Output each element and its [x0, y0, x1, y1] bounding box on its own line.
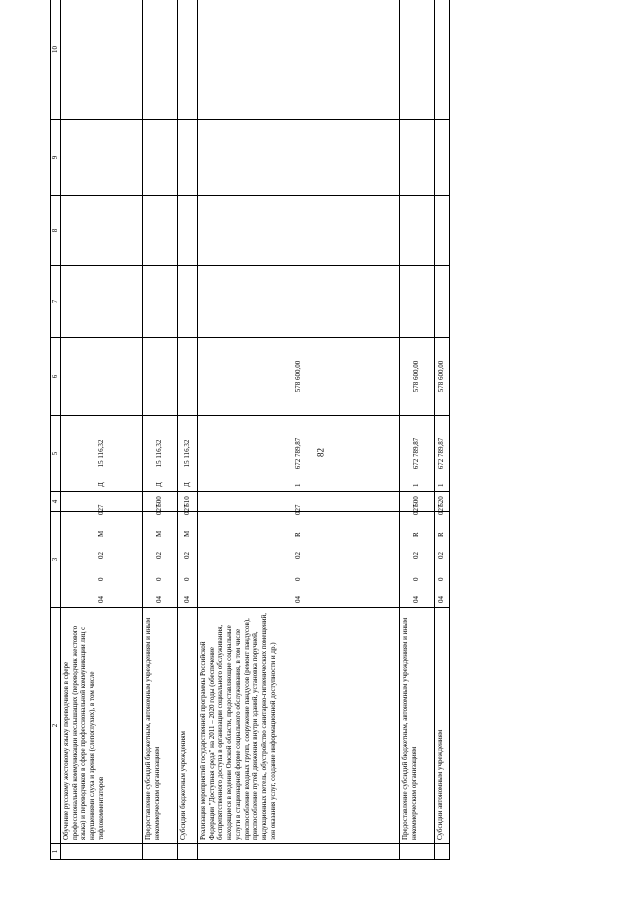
amount-cell: 578 600,00: [434, 338, 449, 416]
amount-cell: [142, 0, 177, 120]
code-part: M: [96, 530, 105, 537]
code-part: 02: [155, 552, 164, 559]
amount-cell: [197, 266, 399, 338]
code-part: 02: [412, 552, 421, 559]
amount-cell: [399, 0, 434, 120]
amount-cell: [177, 120, 197, 196]
amount-cell: [197, 196, 399, 266]
code-part: 02: [437, 552, 446, 559]
row-number-cell: [197, 844, 399, 860]
code-part: 027: [412, 504, 421, 515]
table-row: [399, 0, 434, 860]
amount-cell: [399, 266, 434, 338]
amount-cell: [60, 196, 142, 266]
amount-cell: [60, 266, 142, 338]
amount-cell: [434, 0, 449, 120]
amount-cell: [177, 338, 197, 416]
amount-cell: 672 789,87: [197, 416, 399, 492]
row-description: Обучение русскому жестовому языку переводчиков в сфере профессиональной коммуникации неслышащих (переводчик жестового языка) и переводчиков в сфере профессиональной коммуникации лиц с нарушениями слуха и зрения (слепоглухих), в том числе тифлокомментаторов: [60, 608, 142, 844]
table-row: [197, 0, 399, 860]
row-number-cell: [434, 844, 449, 860]
code-part: 02: [96, 552, 105, 559]
expense-type-cell: 620: [434, 492, 449, 512]
header-cell: 1: [51, 844, 61, 860]
code-part: M: [155, 530, 164, 537]
row-description: Субсидии автономным учреждениям: [434, 608, 449, 844]
code-part: Д: [155, 482, 164, 487]
code-part: 04: [155, 596, 164, 603]
header-cell: 10: [51, 0, 61, 120]
amount-cell: [177, 266, 197, 338]
code-part: 0: [437, 577, 446, 581]
table-row: [60, 0, 142, 860]
row-number-cell: [142, 844, 177, 860]
amount-cell: 672 789,87: [434, 416, 449, 492]
code-part: R: [412, 532, 421, 537]
amount-cell: 578 600,00: [399, 338, 434, 416]
code-part: 0: [412, 577, 421, 581]
code-part: 04: [437, 596, 446, 603]
row-number-cell: [177, 844, 197, 860]
code-part: 1: [412, 483, 421, 487]
header-cell: 8: [51, 196, 61, 266]
amount-cell: 15 116,32: [142, 416, 177, 492]
amount-cell: 15 116,32: [60, 416, 142, 492]
budget-code-cell: [60, 482, 142, 608]
header-cell: 6: [51, 338, 61, 416]
code-part: 0: [155, 577, 164, 581]
amount-cell: [60, 120, 142, 196]
expense-type-cell: 600: [142, 492, 177, 512]
code-part: 027: [437, 504, 446, 515]
code-part: 0: [96, 577, 105, 581]
code-part: 04: [182, 596, 191, 603]
header-cell: 7: [51, 266, 61, 338]
amount-cell: [197, 0, 399, 120]
row-description: Предоставление субсидий бюджетным, автономным учреждениям и иным некоммерческим организациям: [142, 608, 177, 844]
code-part: R: [293, 532, 302, 537]
table-row: [434, 0, 449, 860]
rotated-page: [50, 0, 460, 860]
amount-cell: 672 789,87: [399, 416, 434, 492]
amount-cell: [142, 338, 177, 416]
row-description: Субсидии бюджетным учреждениям: [177, 608, 197, 844]
expense-type-cell: 610: [177, 492, 197, 512]
code-part: R: [437, 532, 446, 537]
page-number: 82: [315, 448, 326, 457]
code-part: 0: [293, 577, 302, 581]
code-part: 027: [155, 504, 164, 515]
row-number-cell: [60, 844, 142, 860]
header-cell: 9: [51, 120, 61, 196]
amount-cell: [399, 196, 434, 266]
header-cell: 4: [51, 492, 61, 512]
table-row: [142, 0, 177, 860]
code-part: 027: [293, 504, 302, 515]
amount-cell: [434, 266, 449, 338]
budget-table: [50, 0, 450, 860]
code-part: 027: [96, 504, 105, 515]
amount-cell: 15 116,32: [177, 416, 197, 492]
amount-cell: [399, 120, 434, 196]
header-row: [51, 0, 61, 860]
code-part: 04: [412, 596, 421, 603]
code-part: Д: [96, 482, 105, 487]
header-cell: 5: [51, 416, 61, 492]
row-description: Предоставление субсидий бюджетным, автономным учреждениям и иным некоммерческим организациям: [399, 608, 434, 844]
row-description: Реализация мероприятий государственной программы Российской Федерации "Доступная среда" на 2011 – 2020 годы (обеспечение беспрепятственного доступа в организации социального обслуживания, находящиеся в ведении Омской области, предоставляющие социальные услуги в стационарной форме социального обслуживания, в том числе приспособление входных групп, сооружение пандусов (ремонт пандусов), приспособление путей движения внутри зданий, установка поручней, индукционных петель, обустройство санитарно-гигиенических помещений, зон оказания услуг, создание информационной доступности и др.): [197, 608, 399, 844]
amount-cell: [177, 0, 197, 120]
budget-code-cell: [197, 483, 399, 608]
code-part: 02: [293, 552, 302, 559]
expense-type-cell: 600: [399, 492, 434, 512]
amount-cell: [142, 120, 177, 196]
code-part: 027: [182, 504, 191, 515]
code-part: 04: [293, 596, 302, 603]
amount-cell: [60, 0, 142, 120]
amount-cell: 578 600,00: [197, 338, 399, 416]
amount-cell: [142, 196, 177, 266]
code-part: 04: [96, 596, 105, 603]
amount-cell: [434, 120, 449, 196]
table-row: [177, 0, 197, 860]
amount-cell: [60, 338, 142, 416]
code-part: 1: [437, 483, 446, 487]
code-part: 02: [182, 552, 191, 559]
amount-cell: [197, 120, 399, 196]
header-cell: 3: [51, 512, 61, 608]
code-part: 1: [293, 483, 302, 487]
header-cell: 2: [51, 608, 61, 844]
code-part: 0: [182, 577, 191, 581]
row-number-cell: [399, 844, 434, 860]
amount-cell: [434, 196, 449, 266]
code-part: M: [182, 530, 191, 537]
amount-cell: [177, 196, 197, 266]
amount-cell: [142, 266, 177, 338]
code-part: Д: [182, 482, 191, 487]
